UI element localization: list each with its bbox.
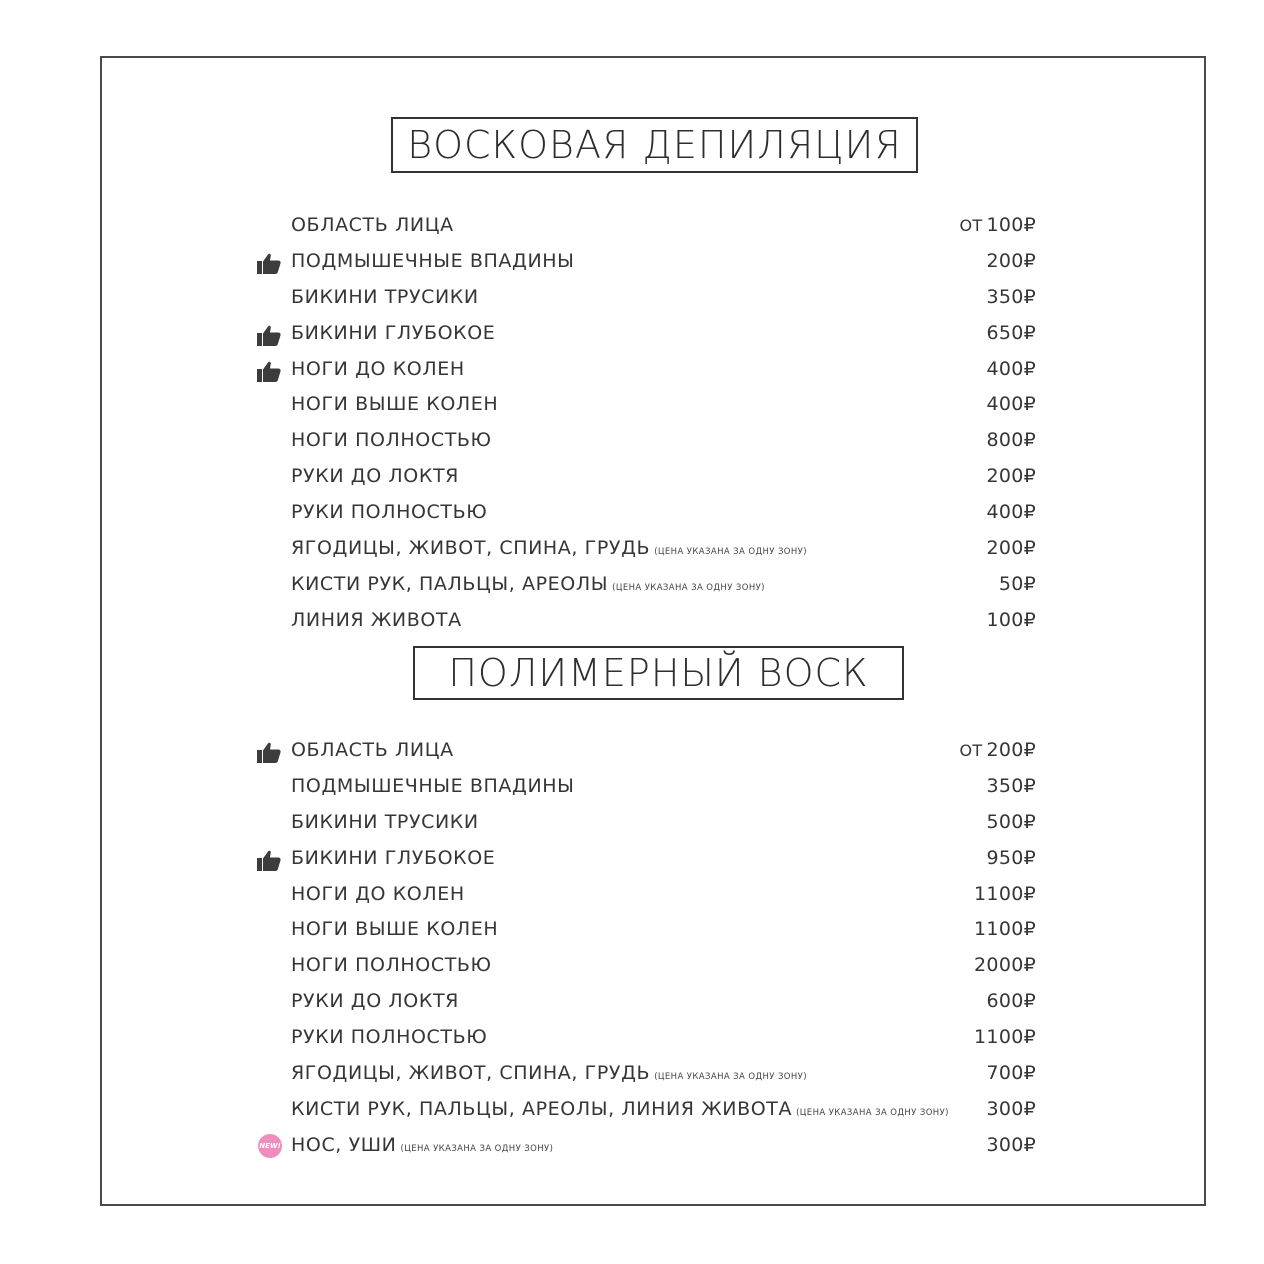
service-price [959,214,1036,236]
price-value: 2000₽ [974,954,1036,977]
price-value: 300₽ [986,1133,1036,1156]
price-value: 800₽ [986,429,1036,452]
price-row [256,1130,1036,1166]
service-name [291,1134,553,1156]
service-label: РУКИ ДО ЛОКТЯ [291,990,459,1013]
service-price [986,1062,1036,1084]
service-price [974,883,1036,905]
service-label: БИКИНИ ТРУСИКИ [291,285,479,308]
service-price [986,990,1036,1012]
service-label: КИСТИ РУК, ПАЛЬЦЫ, АРЕОЛЫ [291,572,609,595]
service-price [986,537,1036,559]
price-row [256,843,1036,879]
service-label: НОС, УШИ [291,1133,397,1156]
price-value: 350₽ [986,285,1036,308]
service-price [974,954,1036,976]
price-row [256,461,1036,497]
service-price [986,286,1036,308]
service-name [291,465,459,487]
price-value: 350₽ [986,774,1036,797]
service-price [986,501,1036,523]
service-note: (ЦЕНА УКАЗАНА ЗА ОДНУ ЗОНУ) [400,1143,554,1154]
price-value: 100₽ [986,214,1036,236]
service-label: БИКИНИ ГЛУБОКОЕ [291,846,496,869]
price-row [256,389,1036,425]
service-label: БИКИНИ ТРУСИКИ [291,810,479,833]
price-row [256,950,1036,986]
service-price [959,739,1036,761]
price-value: 100₽ [986,608,1036,631]
price-row [256,1022,1036,1058]
service-name [291,250,575,272]
price-value: 200₽ [986,465,1036,488]
price-value: 600₽ [986,990,1036,1013]
service-price [986,250,1036,272]
price-list-polymer-wax [256,735,1036,1166]
price-value: 500₽ [986,810,1036,833]
service-name [291,537,807,559]
service-name [291,739,454,761]
service-label: НОГИ ДО КОЛЕН [291,357,465,380]
service-note: (ЦЕНА УКАЗАНА ЗА ОДНУ ЗОНУ) [612,582,765,593]
price-value: 300₽ [986,1097,1036,1120]
service-label: НОГИ ПОЛНОСТЬЮ [291,954,492,977]
service-price [986,429,1036,451]
service-name [291,358,465,380]
service-price [986,847,1036,869]
price-value: 200₽ [986,739,1036,761]
service-name [291,775,575,797]
price-row [256,569,1036,605]
service-price [974,1026,1036,1048]
price-prefix: ОТ [959,216,983,235]
service-label: РУКИ ПОЛНОСТЬЮ [291,501,488,524]
service-name [291,429,492,451]
price-row [256,425,1036,461]
service-name [291,501,487,523]
service-name [291,393,498,415]
service-name [291,573,765,595]
service-price [986,1134,1036,1156]
service-price [986,322,1036,344]
service-label: ОБЛАСТЬ ЛИЦА [291,739,454,761]
price-row [256,354,1036,390]
service-price [986,465,1036,487]
price-prefix: ОТ [959,741,983,760]
section-title-wax: ВОСКОВАЯ ДЕПИЛЯЦИЯ [391,117,918,173]
service-name [291,811,479,833]
price-value: 200₽ [986,249,1036,272]
service-label: РУКИ ПОЛНОСТЬЮ [291,1026,488,1049]
price-row [256,807,1036,843]
price-row [256,1094,1036,1130]
price-row [256,771,1036,807]
service-note: (ЦЕНА УКАЗАНА ЗА ОДНУ ЗОНУ) [654,547,807,558]
thumbs-up-icon [256,359,282,383]
service-name [291,883,465,905]
service-name [291,847,495,869]
price-row [256,246,1036,282]
price-value: 1100₽ [974,882,1036,905]
price-value: 1100₽ [974,918,1036,941]
price-row [256,533,1036,569]
service-label: ЯГОДИЦЫ, ЖИВОТ, СПИНА, ГРУДЬ [291,537,651,560]
service-label: НОГИ ВЫШЕ КОЛЕН [291,393,499,416]
price-row [256,879,1036,915]
price-value: 1100₽ [974,1026,1036,1049]
price-row [256,986,1036,1022]
service-label: НОГИ ВЫШЕ КОЛЕН [291,918,499,941]
service-label: ПОДМЫШЕЧНЫЕ ВПАДИНЫ [291,249,575,272]
service-name [291,609,462,631]
service-price [974,918,1036,940]
price-row [256,282,1036,318]
price-value: 700₽ [986,1062,1036,1085]
service-name [291,990,459,1012]
service-price [986,775,1036,797]
service-price [986,393,1036,415]
service-name [291,954,492,976]
service-name [291,1026,487,1048]
price-row [256,497,1036,533]
price-row [256,735,1036,771]
price-list-wax [256,210,1036,641]
service-label: НОГИ ПОЛНОСТЬЮ [291,429,492,452]
service-label: ЯГОДИЦЫ, ЖИВОТ, СПИНА, ГРУДЬ [291,1062,651,1085]
thumbs-up-icon [256,251,282,275]
price-value: 50₽ [998,572,1036,595]
price-row [256,1058,1036,1094]
service-name [291,1098,949,1120]
service-name [291,322,495,344]
service-label: ЛИНИЯ ЖИВОТА [291,608,462,631]
service-label: НОГИ ДО КОЛЕН [291,882,465,905]
service-name [291,286,479,308]
price-row [256,210,1036,246]
price-row [256,605,1036,641]
service-price [999,573,1036,595]
new-badge-icon: NEW! [258,1134,282,1158]
price-value: 950₽ [986,846,1036,869]
service-price [986,811,1036,833]
service-label: ПОДМЫШЕЧНЫЕ ВПАДИНЫ [291,774,575,797]
service-price [986,609,1036,631]
price-value: 200₽ [986,537,1036,560]
service-label: БИКИНИ ГЛУБОКОЕ [291,321,496,344]
service-name [291,214,454,236]
service-label: РУКИ ДО ЛОКТЯ [291,465,459,488]
service-price [986,358,1036,380]
service-name [291,918,498,940]
price-value: 650₽ [986,321,1036,344]
price-row [256,318,1036,354]
service-price [986,1098,1036,1120]
price-row [256,914,1036,950]
thumbs-up-icon [256,848,282,872]
thumbs-up-icon [256,740,282,764]
section-title-polymer-wax: ПОЛИМЕРНЫЙ ВОСК [413,646,904,700]
service-name [291,1062,807,1084]
price-value: 400₽ [986,393,1036,416]
thumbs-up-icon [256,323,282,347]
price-value: 400₽ [986,501,1036,524]
service-label: ОБЛАСТЬ ЛИЦА [291,214,454,236]
service-note: (ЦЕНА УКАЗАНА ЗА ОДНУ ЗОНУ) [654,1072,807,1083]
price-value: 400₽ [986,357,1036,380]
service-note: (ЦЕНА УКАЗАНА ЗА ОДНУ ЗОНУ) [796,1107,949,1118]
service-label: КИСТИ РУК, ПАЛЬЦЫ, АРЕОЛЫ, ЛИНИЯ ЖИВОТА [291,1097,793,1120]
